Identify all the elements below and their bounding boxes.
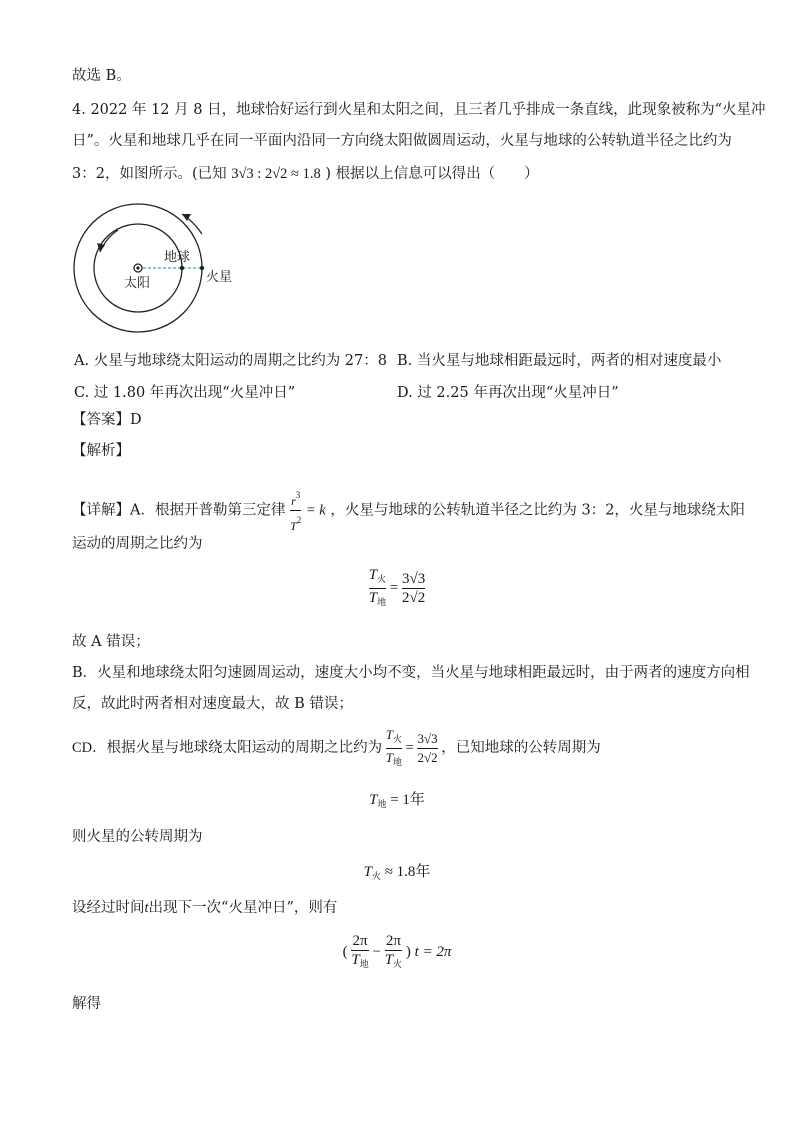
- option-b[interactable]: B. 当火星与地球相距最远时，两者的相对速度最小: [397, 353, 722, 369]
- detail-b-line-2: 反，故此时两者相对速度最大，故 B 错误；: [72, 696, 353, 712]
- detail-b-line-1: B．火星和地球绕太阳匀速圆周运动，速度大小均不变，当火星与地球相距最远时，由于两者的速度方向相: [72, 665, 750, 681]
- detail-cd-line-a: CD．根据火星与地球绕太阳运动的周期之比约为: [72, 739, 383, 756]
- conclusion-a: 故 A 错误；: [72, 634, 150, 650]
- ratio-numerator: 3√3: [402, 571, 426, 587]
- mars-period-formula: $T_火 \approx 1.8$年: [363, 864, 431, 881]
- ratio-denominator: 2√2: [402, 590, 426, 606]
- earth-subscript: 地: [377, 597, 387, 607]
- given-approximation: 3√3 : 2√2 ≈ 1.8: [231, 166, 321, 182]
- detail-cd-line-b: ，已知地球的公转周期为: [441, 739, 601, 756]
- t-variable: t: [144, 900, 149, 916]
- intro-line: 故选 B。: [72, 68, 131, 84]
- analysis-heading: 【解析】: [72, 443, 130, 459]
- next-event-line: [72, 898, 337, 918]
- answer-line: 【答案】D: [72, 412, 142, 428]
- earth-label: 地球: [164, 250, 191, 265]
- option-d[interactable]: D. 过 2.25 年再次出现“火星冲日”: [397, 385, 619, 401]
- detail-line-1-b: ，火星与地球的公转轨道半径之比约为 3：2，火星与地球绕太阳: [330, 502, 745, 519]
- detail-cd-line: CD．根据火星与地球绕太阳运动的周期之比约为 $\frac{T_火}{T_地}$ = $\frac{3√3}{2√2}$ ，已知地球的公转周期为: [72, 726, 601, 771]
- detail-line-2: 运动的周期之比约为: [72, 536, 203, 552]
- mars-subscript: 火: [377, 574, 387, 584]
- mars-marker: [200, 266, 204, 270]
- option-c[interactable]: C. 过 1.80 年再次出现“火星冲日”: [74, 385, 296, 401]
- sun-label: 太阳: [124, 276, 151, 291]
- synodic-equation: ( $\frac{2\pi}{T_地}$ − $\frac{2\pi}{T_火}$ ) t = 2π: [0, 932, 794, 973]
- next-event-b: 出现下一次“火星冲日”，则有: [148, 900, 338, 916]
- question-line-1: 4. 2022 年 12 月 8 日，地球恰好运行到火星和太阳之间，且三者几乎排成一条直线，此现象被称为“火星冲: [72, 102, 766, 118]
- question-line-3: [72, 164, 539, 184]
- earth-marker: [180, 266, 184, 270]
- kepler-r: r: [291, 494, 296, 508]
- earth-period-formula: $T_地 = 1$年: [369, 792, 425, 809]
- orbit-figure: [60, 200, 260, 335]
- earth-period-value: = 1年: [390, 792, 425, 808]
- detail-line-1: [72, 486, 745, 535]
- kepler-r-exp: 3: [295, 490, 301, 500]
- question-line-3-a: 3：2，如图所示。(已知: [72, 166, 227, 182]
- kepler-fraction: [290, 486, 301, 535]
- equation-rhs: t = 2π: [414, 943, 452, 960]
- period-ratio-formula: $\frac{T_火}{T_地}$ = $\frac{3√3}{2√2}$: [0, 566, 794, 611]
- question-line-3-b: ) 根据以上信息可以得出（ ）: [325, 166, 539, 182]
- solve-line: 解得: [72, 996, 101, 1012]
- option-a[interactable]: A. 火星与地球绕太阳运动的周期之比约为 27：8: [74, 353, 387, 369]
- question-line-2: 日”。火星和地球几乎在同一平面内沿同一方向绕太阳做圆周运动，火星与地球的公转轨道半径之比约为: [72, 133, 732, 149]
- kepler-T: T: [290, 519, 297, 533]
- mars-period-value: ≈ 1.8年: [384, 864, 431, 880]
- detail-line-1-a: 【详解】A．根据开普勒第三定律: [72, 502, 286, 519]
- next-event-a: 设经过时间: [72, 900, 145, 916]
- kepler-rhs: = k: [305, 502, 326, 519]
- kepler-T-exp: 2: [296, 515, 302, 525]
- mars-label: 火星: [206, 270, 233, 285]
- mars-period-intro: 则火星的公转周期为: [72, 829, 203, 845]
